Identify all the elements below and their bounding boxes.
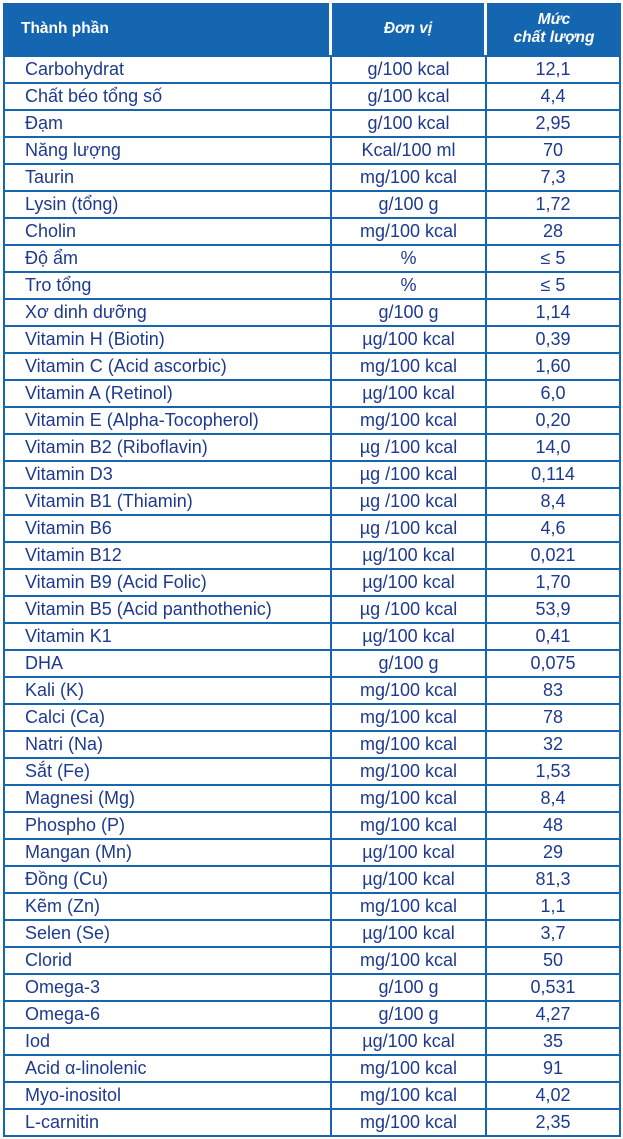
- value-cell: 81,3: [487, 867, 621, 894]
- table-row: [3, 354, 621, 381]
- nutrient-name-cell: Vitamin E (Alpha-Tocopherol): [3, 408, 332, 435]
- value-cell: 6,0: [487, 381, 621, 408]
- table-row: [3, 462, 621, 489]
- table-row: [3, 1083, 621, 1110]
- table-row: [3, 273, 621, 300]
- nutrient-name-cell: Lysin (tổng): [3, 192, 332, 219]
- value-cell: 4,6: [487, 516, 621, 543]
- value-cell: 1,72: [487, 192, 621, 219]
- unit-cell: µg/100 kcal: [332, 381, 487, 408]
- value-cell: 70: [487, 138, 621, 165]
- unit-cell: mg/100 kcal: [332, 1083, 487, 1110]
- nutrient-name-cell: Iod: [3, 1029, 332, 1056]
- nutrient-name-cell: Tro tổng: [3, 273, 332, 300]
- value-cell: 7,3: [487, 165, 621, 192]
- unit-cell: mg/100 kcal: [332, 1110, 487, 1137]
- header-unit: Đơn vị: [332, 3, 487, 55]
- value-cell: ≤ 5: [487, 246, 621, 273]
- table-header: [3, 3, 621, 55]
- nutrient-name-cell: Selen (Se): [3, 921, 332, 948]
- nutrient-name-cell: Độ ẩm: [3, 246, 332, 273]
- table-row: [3, 84, 621, 111]
- table-row: [3, 489, 621, 516]
- table-row: [3, 55, 621, 84]
- value-cell: 3,7: [487, 921, 621, 948]
- table-row: [3, 408, 621, 435]
- unit-cell: mg/100 kcal: [332, 759, 487, 786]
- nutrient-name-cell: Omega-6: [3, 1002, 332, 1029]
- table-row: [3, 759, 621, 786]
- value-cell: 1,53: [487, 759, 621, 786]
- header-level: [487, 3, 621, 55]
- unit-cell: mg/100 kcal: [332, 678, 487, 705]
- value-cell: 29: [487, 840, 621, 867]
- table-row: [3, 840, 621, 867]
- nutrient-name-cell: Xơ dinh dưỡng: [3, 300, 332, 327]
- header-component: Thành phần: [3, 3, 332, 55]
- value-cell: 32: [487, 732, 621, 759]
- table-row: [3, 624, 621, 651]
- nutrient-name-cell: Cholin: [3, 219, 332, 246]
- unit-cell: mg/100 kcal: [332, 894, 487, 921]
- unit-cell: µg/100 kcal: [332, 921, 487, 948]
- nutrient-name-cell: Phospho (P): [3, 813, 332, 840]
- table-row: [3, 786, 621, 813]
- unit-cell: mg/100 kcal: [332, 408, 487, 435]
- nutrient-name-cell: Calci (Ca): [3, 705, 332, 732]
- unit-cell: µg/100 kcal: [332, 543, 487, 570]
- table-row: [3, 219, 621, 246]
- value-cell: 12,1: [487, 55, 621, 84]
- value-cell: 14,0: [487, 435, 621, 462]
- nutrient-name-cell: Vitamin D3: [3, 462, 332, 489]
- nutrient-name-cell: Vitamin K1: [3, 624, 332, 651]
- nutrient-name-cell: Vitamin B5 (Acid panthothenic): [3, 597, 332, 624]
- table-row: [3, 597, 621, 624]
- unit-cell: µg /100 kcal: [332, 435, 487, 462]
- unit-cell: g/100 g: [332, 192, 487, 219]
- table-row: [3, 111, 621, 138]
- unit-cell: µg/100 kcal: [332, 1029, 487, 1056]
- nutrient-name-cell: Chất béo tổng số: [3, 84, 332, 111]
- nutrient-name-cell: Omega-3: [3, 975, 332, 1002]
- unit-cell: g/100 kcal: [332, 84, 487, 111]
- nutrient-name-cell: Myo-inositol: [3, 1083, 332, 1110]
- value-cell: 0,41: [487, 624, 621, 651]
- unit-cell: %: [332, 273, 487, 300]
- value-cell: 8,4: [487, 489, 621, 516]
- nutrient-name-cell: Sắt (Fe): [3, 759, 332, 786]
- nutrient-name-cell: Carbohydrat: [3, 55, 332, 84]
- unit-cell: mg/100 kcal: [332, 219, 487, 246]
- header-level-line2: chất lượng: [513, 29, 595, 46]
- value-cell: 35: [487, 1029, 621, 1056]
- table-row: [3, 381, 621, 408]
- nutrient-name-cell: Vitamin B2 (Riboflavin): [3, 435, 332, 462]
- unit-cell: µg /100 kcal: [332, 597, 487, 624]
- value-cell: 0,075: [487, 651, 621, 678]
- nutrient-name-cell: Đạm: [3, 111, 332, 138]
- table-row: [3, 138, 621, 165]
- table-row: [3, 921, 621, 948]
- unit-cell: µg/100 kcal: [332, 840, 487, 867]
- unit-cell: g/100 kcal: [332, 55, 487, 84]
- value-cell: 0,021: [487, 543, 621, 570]
- unit-cell: g/100 g: [332, 300, 487, 327]
- unit-cell: mg/100 kcal: [332, 786, 487, 813]
- table-row: [3, 975, 621, 1002]
- nutrient-name-cell: Magnesi (Mg): [3, 786, 332, 813]
- table-body: [3, 55, 621, 1137]
- table-row: [3, 705, 621, 732]
- value-cell: 4,4: [487, 84, 621, 111]
- value-cell: 1,60: [487, 354, 621, 381]
- unit-cell: g/100 kcal: [332, 111, 487, 138]
- nutrition-table-container: [3, 3, 621, 1137]
- value-cell: 53,9: [487, 597, 621, 624]
- unit-cell: µg /100 kcal: [332, 516, 487, 543]
- unit-cell: µg/100 kcal: [332, 327, 487, 354]
- value-cell: 2,35: [487, 1110, 621, 1137]
- unit-cell: mg/100 kcal: [332, 732, 487, 759]
- unit-cell: µg/100 kcal: [332, 624, 487, 651]
- nutrient-name-cell: Vitamin B6: [3, 516, 332, 543]
- value-cell: 83: [487, 678, 621, 705]
- table-row: [3, 246, 621, 273]
- unit-cell: g/100 g: [332, 1002, 487, 1029]
- unit-cell: Kcal/100 ml: [332, 138, 487, 165]
- value-cell: 8,4: [487, 786, 621, 813]
- unit-cell: %: [332, 246, 487, 273]
- value-cell: 0,531: [487, 975, 621, 1002]
- value-cell: 50: [487, 948, 621, 975]
- table-row: [3, 570, 621, 597]
- unit-cell: mg/100 kcal: [332, 165, 487, 192]
- nutrient-name-cell: Natri (Na): [3, 732, 332, 759]
- nutrient-name-cell: Vitamin B12: [3, 543, 332, 570]
- value-cell: 4,02: [487, 1083, 621, 1110]
- table-row: [3, 732, 621, 759]
- value-cell: 1,14: [487, 300, 621, 327]
- value-cell: 0,39: [487, 327, 621, 354]
- nutrient-name-cell: Mangan (Mn): [3, 840, 332, 867]
- unit-cell: µg /100 kcal: [332, 489, 487, 516]
- value-cell: 91: [487, 1056, 621, 1083]
- table-row: [3, 165, 621, 192]
- table-row: [3, 1110, 621, 1137]
- table-row: [3, 651, 621, 678]
- table-row: [3, 435, 621, 462]
- header-level-line1: Mức: [537, 11, 571, 28]
- header-row: [3, 3, 621, 55]
- unit-cell: mg/100 kcal: [332, 948, 487, 975]
- table-row: [3, 543, 621, 570]
- unit-cell: µg /100 kcal: [332, 462, 487, 489]
- value-cell: 48: [487, 813, 621, 840]
- nutrient-name-cell: Vitamin H (Biotin): [3, 327, 332, 354]
- table-row: [3, 1029, 621, 1056]
- nutrient-name-cell: Năng lượng: [3, 138, 332, 165]
- table-row: [3, 867, 621, 894]
- value-cell: ≤ 5: [487, 273, 621, 300]
- nutrient-name-cell: Vitamin B1 (Thiamin): [3, 489, 332, 516]
- value-cell: 1,1: [487, 894, 621, 921]
- value-cell: 28: [487, 219, 621, 246]
- value-cell: 0,114: [487, 462, 621, 489]
- nutrient-name-cell: Vitamin B9 (Acid Folic): [3, 570, 332, 597]
- nutrient-name-cell: Vitamin A (Retinol): [3, 381, 332, 408]
- table-row: [3, 192, 621, 219]
- nutrient-name-cell: Taurin: [3, 165, 332, 192]
- nutrition-table: [3, 3, 621, 1137]
- value-cell: 1,70: [487, 570, 621, 597]
- nutrient-name-cell: L-carnitin: [3, 1110, 332, 1137]
- table-row: [3, 516, 621, 543]
- table-row: [3, 894, 621, 921]
- unit-cell: µg/100 kcal: [332, 867, 487, 894]
- table-row: [3, 1002, 621, 1029]
- table-row: [3, 813, 621, 840]
- nutrient-name-cell: Vitamin C (Acid ascorbic): [3, 354, 332, 381]
- nutrient-name-cell: Clorid: [3, 948, 332, 975]
- unit-cell: mg/100 kcal: [332, 1056, 487, 1083]
- nutrient-name-cell: Kali (K): [3, 678, 332, 705]
- unit-cell: mg/100 kcal: [332, 354, 487, 381]
- table-row: [3, 948, 621, 975]
- unit-cell: mg/100 kcal: [332, 705, 487, 732]
- value-cell: 78: [487, 705, 621, 732]
- nutrient-name-cell: Đồng (Cu): [3, 867, 332, 894]
- unit-cell: mg/100 kcal: [332, 813, 487, 840]
- value-cell: 4,27: [487, 1002, 621, 1029]
- table-row: [3, 327, 621, 354]
- table-row: [3, 1056, 621, 1083]
- table-row: [3, 678, 621, 705]
- value-cell: 2,95: [487, 111, 621, 138]
- nutrient-name-cell: Kẽm (Zn): [3, 894, 332, 921]
- unit-cell: g/100 g: [332, 975, 487, 1002]
- value-cell: 0,20: [487, 408, 621, 435]
- nutrient-name-cell: Acid α-linolenic: [3, 1056, 332, 1083]
- nutrient-name-cell: DHA: [3, 651, 332, 678]
- unit-cell: µg/100 kcal: [332, 570, 487, 597]
- unit-cell: g/100 g: [332, 651, 487, 678]
- table-row: [3, 300, 621, 327]
